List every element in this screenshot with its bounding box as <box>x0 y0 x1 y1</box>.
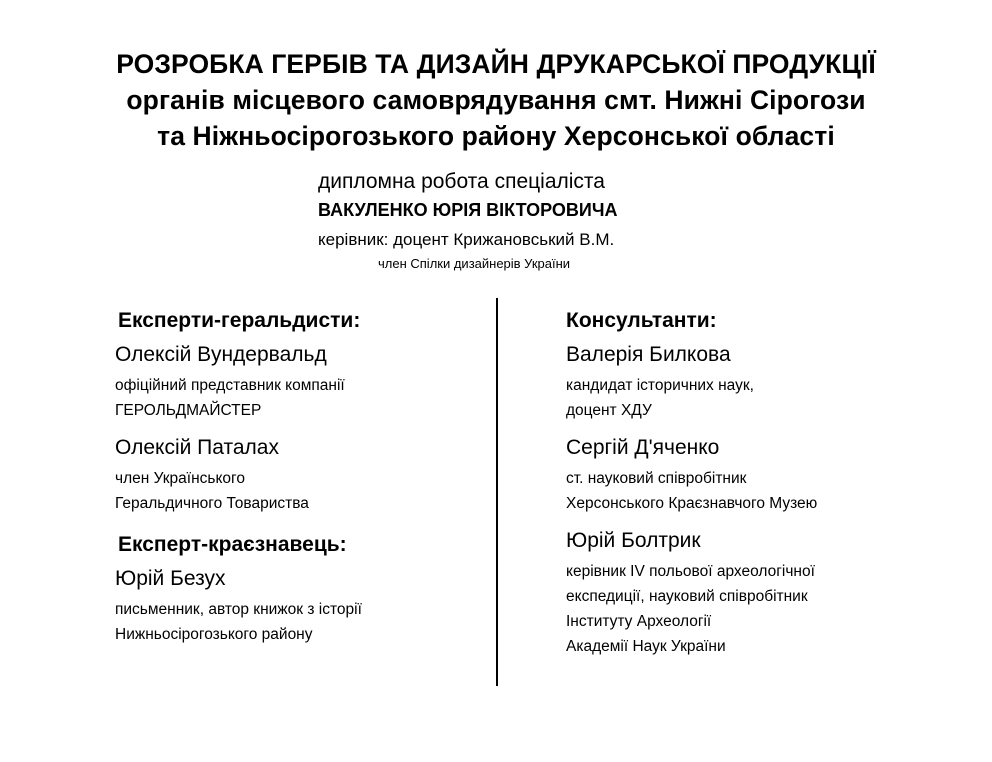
consultant-entry <box>566 340 966 423</box>
consultants-heading: Консультанти: <box>566 309 717 332</box>
consultant-desc-line: Академії Наук України <box>566 638 726 655</box>
expert-desc-line: Нижньосірогозького району <box>115 626 313 643</box>
expert-desc-line: офіційний представник компанії <box>115 377 345 394</box>
title-line-2: органів місцевого самоврядування смт. Нижні Сірогози <box>126 85 866 115</box>
expert-name: Олексій Вундервальд <box>115 343 327 366</box>
supervisor-note: член Спілки дизайнерів України <box>378 256 571 271</box>
expert-desc-line: ГЕРОЛЬДМАЙСТЕР <box>115 402 262 419</box>
expert-desc-line: член Українського <box>115 470 245 487</box>
experts-column <box>115 306 485 647</box>
expert-entry <box>115 564 485 647</box>
consultant-entry <box>566 433 966 516</box>
consultant-name: Валерія Билкова <box>566 343 731 366</box>
consultant-desc-line: Херсонського Краєзнавчого Музею <box>566 495 818 512</box>
consultant-entry <box>566 526 966 659</box>
expert-entry <box>115 433 485 516</box>
consultant-desc-line: кандидат історичних наук, <box>566 377 754 394</box>
consultant-desc-line: експедиції, науковий співробітник <box>566 588 808 605</box>
expert-entry <box>115 340 485 423</box>
local-history-expert-heading: Експерт-краєзнавець: <box>118 533 347 556</box>
expert-name: Олексій Паталах <box>115 436 279 459</box>
title-line-1: РОЗРОБКА ГЕРБІВ ТА ДИЗАЙН ДРУКАРСЬКОЇ ПРОДУКЦІЇ <box>116 49 876 79</box>
author-name: ВАКУЛЕНКО ЮРІЯ ВІКТОРОВИЧА <box>318 200 618 220</box>
expert-desc-line: письменник, автор книжок з історії <box>115 601 362 618</box>
consultant-desc-line: доцент ХДУ <box>566 402 652 419</box>
consultants-column <box>566 306 966 659</box>
consultant-name: Юрій Болтрик <box>566 529 701 552</box>
expert-name: Юрій Безух <box>115 567 226 590</box>
column-divider <box>496 298 498 686</box>
consultant-desc-line: ст. науковий співробітник <box>566 470 747 487</box>
heraldry-experts-heading: Експерти-геральдисти: <box>118 309 361 332</box>
expert-desc-line: Геральдичного Товариства <box>115 495 309 512</box>
document-title <box>0 46 992 154</box>
thesis-meta <box>318 168 838 274</box>
title-line-3: та Ніжньосірогозького району Херсонської області <box>157 121 835 151</box>
consultant-name: Сергій Д'яченко <box>566 436 720 459</box>
consultant-desc-line: Інституту Археології <box>566 613 712 630</box>
work-type: дипломна робота спеціаліста <box>318 170 605 193</box>
consultant-desc-line: керівник IV польової археологічної <box>566 563 815 580</box>
supervisor: керівник: доцент Крижановський В.М. <box>318 230 615 249</box>
